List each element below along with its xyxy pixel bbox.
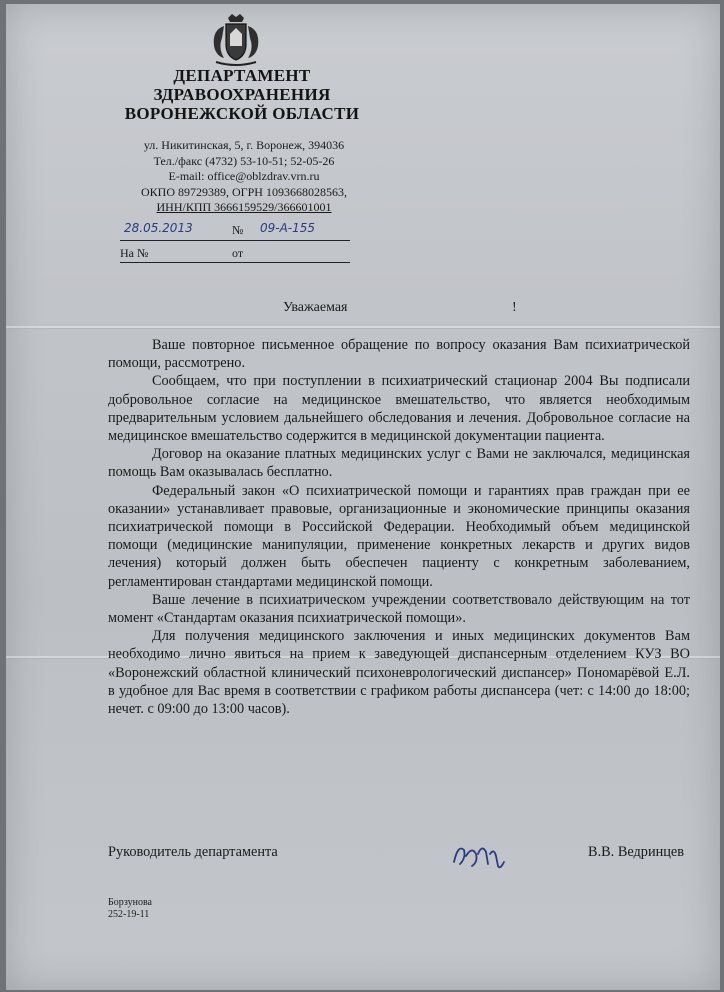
- paragraph: Для получения медицинского заключения и иных медицинских документов Вам необходимо лично явиться на прием к заведующей диспансерным отделением КУЗ ВО «Воронежский областной клинический психоневрологический диспансер» Пономарёвой Е.Л. в удобное для Вас время в соответствии с графиком работы диспансера (чет: с 14:00 до 18:00; нечет. с 09:00 до 13:00 часов).: [108, 628, 690, 718]
- signatory-name: В.В. Ведринцев: [588, 844, 684, 860]
- paragraph: Федеральный закон «О психиатрической помощи и гарантиях прав граждан при ее оказании» устанавливает правовые, организационные и экономические принципы оказания психиатрической помощи в Российской Федерации. Необходимый объем медицинской помощи (медицинские манипуляции, применение конкретных лекарств и других видов лечения) который должен быть обеспечен пациенту с конкретным заболеванием, регламентирован стандартами медицинской помощи.: [108, 482, 690, 590]
- paragraph: Договор на оказание платных медицинских услуг с Вами не заключался, медицинская помощь Вам оказывалась бесплатно.: [108, 446, 690, 481]
- registration-date: 28.05.2013: [124, 221, 193, 235]
- paragraph: Ваше повторное письменное обращение по вопросу оказания Вам психиатрической помощи, рассмотрено.: [108, 337, 690, 372]
- phone: Тел./факс (4732) 53-10-51; 52-05-26: [153, 153, 335, 168]
- letter-body: [108, 336, 690, 718]
- dept-line: ВОРОНЕЖСКОЙ ОБЛАСТИ: [124, 104, 360, 123]
- okpo: ОКПО 89729389, ОГРН 1093668028563,: [141, 184, 347, 199]
- department-name: [114, 66, 370, 123]
- from-label: от: [232, 246, 244, 260]
- dept-line: ЗДРАВООХРАНЕНИЯ: [153, 85, 331, 104]
- executor-phone: 252-19-11: [108, 909, 150, 920]
- fold-line: [6, 326, 720, 329]
- reply-label: На №: [120, 246, 149, 260]
- reply-line: [120, 246, 350, 263]
- address: ул. Никитинская, 5, г. Воронеж, 394036: [143, 138, 345, 152]
- number-label: №: [232, 223, 244, 237]
- email: E-mail: office@oblzdrav.vrn.ru: [168, 169, 320, 183]
- paragraph: Ваше лечение в психиатрическом учреждении соответствовало действующим на тот момент «Стандартам оказания психиатрической помощи».: [108, 591, 690, 627]
- inn: ИНН/КПП 3666159529/366601001: [156, 200, 332, 214]
- signature-mark-icon: [448, 836, 508, 872]
- contact-block: [114, 138, 374, 216]
- dept-line: ДЕПАРТАМЕНТ: [173, 66, 311, 85]
- greeting-text: Уважаемая: [283, 300, 348, 315]
- letter-sheet: [6, 4, 720, 990]
- executor-name: Борзунова: [108, 897, 152, 908]
- greeting-mark: !: [512, 300, 517, 315]
- signatory-title: Руководитель департамента: [108, 844, 278, 860]
- executor-block: [108, 897, 152, 921]
- registration-line: [120, 220, 350, 241]
- paragraph: Сообщаем, что при поступлении в психиатрический стационар 2004 Вы подписали добровольное согласие на медицинское вмешательство, что является необходимым предварительным условием дальнейшего обследования и лечения. Добровольное согласие на медицинское вмешательство содержится в медицинской документации пациента.: [108, 373, 690, 445]
- registration-number: 09-А-155: [260, 221, 316, 235]
- coat-of-arms-icon: [204, 12, 268, 68]
